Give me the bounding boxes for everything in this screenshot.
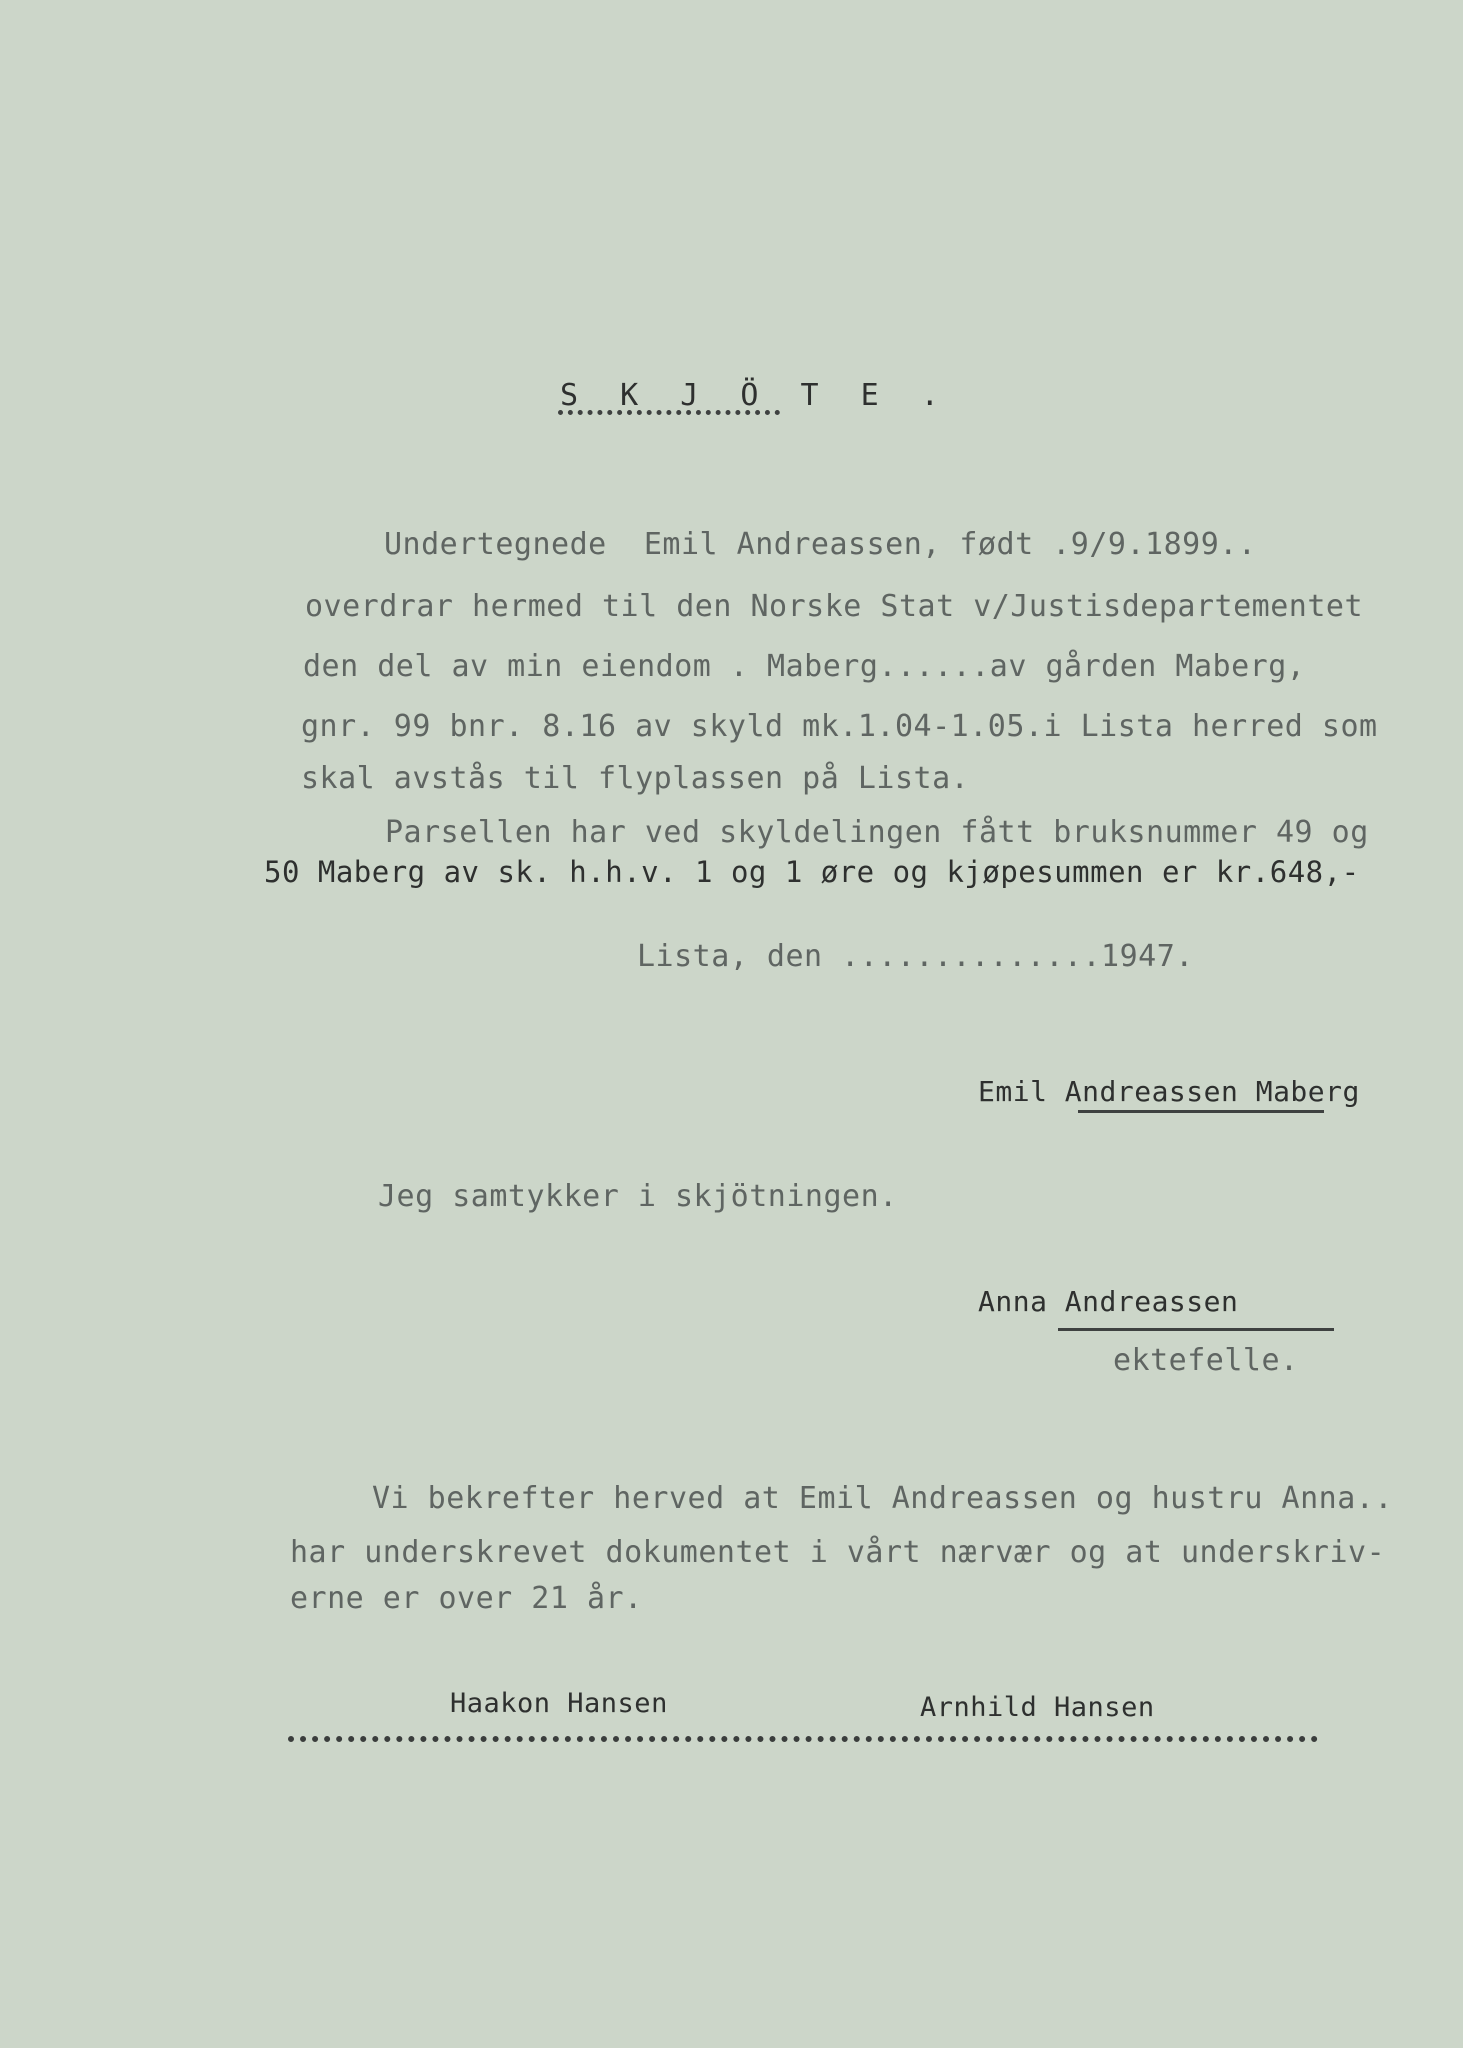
witness-2-signature: Arnhild Hansen xyxy=(920,1692,1155,1723)
body-line-6: Parsellen har ved skyldelingen fått bruksnummer 49 og xyxy=(385,815,1369,850)
body-line-2: overdrar hermed til den Norske Stat v/Justisdepartementet xyxy=(305,589,1364,624)
owner-signature: Emil Andreassen Maberg xyxy=(978,1075,1360,1108)
owner-signature-line xyxy=(1078,1110,1324,1113)
witness-signature-dotted-line xyxy=(288,1736,1318,1742)
place-date-line: Lista, den ..............1947. xyxy=(637,939,1194,974)
consent-line: Jeg samtykker i skjötningen. xyxy=(378,1179,898,1214)
witness-line-3: erne er over 21 år. xyxy=(290,1581,643,1616)
spouse-signature: Anna Andreassen xyxy=(978,1285,1239,1318)
witness-1-signature: Haakon Hansen xyxy=(450,1688,668,1719)
body-line-5: skal avstås til flyplassen på Lista. xyxy=(301,761,970,796)
spouse-role: ektefelle. xyxy=(1113,1343,1299,1378)
body-line-7: 50 Maberg av sk. h.h.v. 1 og 1 øre og kjøpesummen er kr.648,- xyxy=(264,855,1360,889)
witness-line-1: Vi bekrefter herved at Emil Andreassen og hustru Anna.. xyxy=(372,1481,1393,1516)
spouse-signature-line xyxy=(1058,1328,1334,1331)
witness-line-2: har underskrevet dokumentet i vårt nærvær og at underskriv- xyxy=(290,1535,1386,1570)
body-line-3: den del av min eiendom . Maberg......av gården Maberg, xyxy=(303,649,1306,684)
document-title: S K J Ö T E . xyxy=(560,378,951,413)
title-underline xyxy=(558,410,780,415)
body-line-1: Undertegnede Emil Andreassen, født .9/9.1899.. xyxy=(384,527,1257,562)
body-line-4: gnr. 99 bnr. 8.16 av skyld mk.1.04-1.05.i Lista herred som xyxy=(301,709,1378,744)
